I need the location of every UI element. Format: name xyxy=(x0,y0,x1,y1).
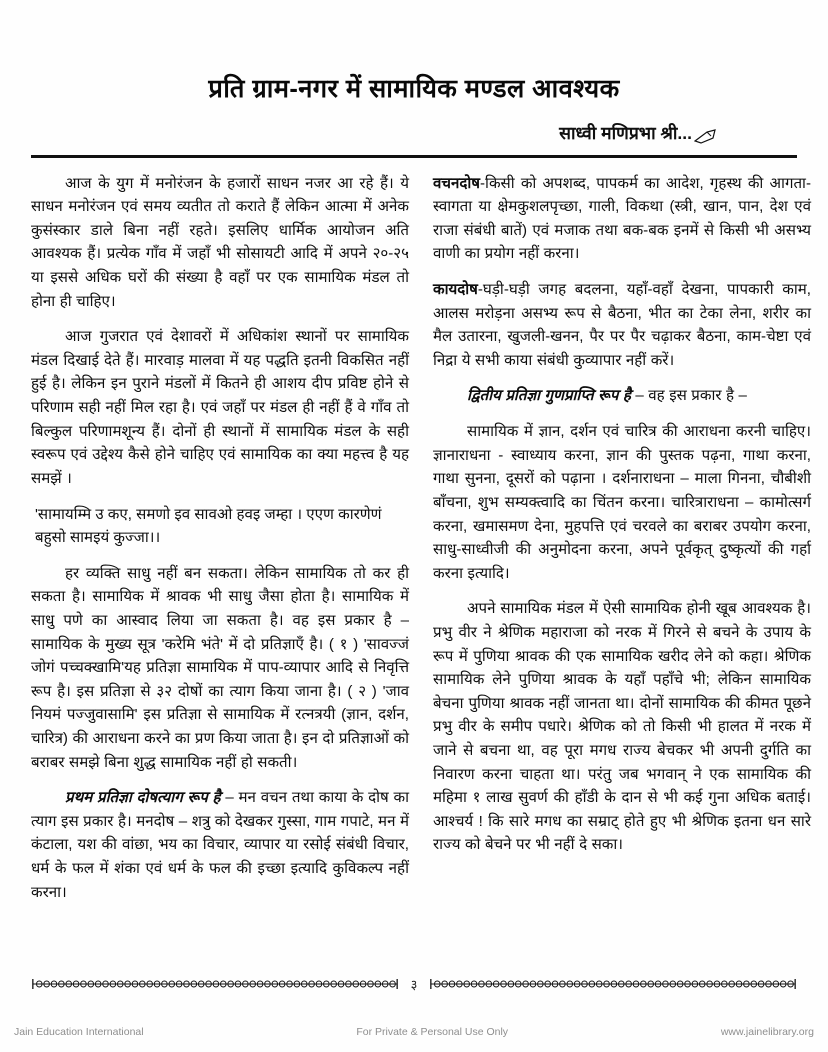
author-name: साध्वी मणिप्रभा श्री... xyxy=(559,123,692,144)
subheading-lead: द्वितीय प्रतिज्ञा गुणप्राप्ति रूप है xyxy=(467,387,631,405)
two-column-body xyxy=(31,172,811,917)
header-divider-rule xyxy=(31,155,797,158)
author-attribution xyxy=(0,121,828,145)
subheading-lead: प्रथम प्रतिज्ञा दोषत्याग रूप है xyxy=(65,789,221,807)
right-column xyxy=(433,172,811,917)
paragraph: सामायिक में ज्ञान, दर्शन एवं चारित्र की आराधना करनी चाहिए। ज्ञानाराधना - स्वाध्याय करना, ज्ञान की पुस्तक पढ़ना, गाथा करना, गाथा सुनना, दूसरों को पढ़ाना । दर्शनाराधना – माला गिनना, चौबीशी बाँचना, शुभ सम्यक्त्वादि का चिंतन करना। चारित्राराधना – कामोत्सर्ग करना, खमासमण देना, मुहपत्ति एवं चरवले का बराबर उपयोग करना, साधु-साध्वीजी की अनुमोदना करना, अपने पूर्वकृत् दुष्कृत्यों की गर्हा करना इत्यादि। xyxy=(433,423,811,582)
paragraph-text: -किसी को अपशब्द, पापकर्म का आदेश, गृहस्थ की आगता-स्वागता या क्षेमकुशलपृच्छा, गाली, विकथा (स्त्री, खान, पान, देश एवं राजा संबंधी बातें) एवं मजाक तथा बक-बक इनमें से किसी भी असभ्य वाणी का प्रयोग नहीं करना। xyxy=(433,174,811,263)
paragraph-with-italic-lead xyxy=(31,786,409,904)
ornament-left xyxy=(31,976,399,992)
footer-website-url[interactable]: www.jainelibrary.org xyxy=(720,1026,814,1038)
footer-ornament-row xyxy=(31,975,797,993)
page-number: ३ xyxy=(410,977,418,992)
pen-nib-icon xyxy=(694,128,716,143)
prakrit-verse: 'सामायम्मि उ कए, समणो इव सावओ हवइ जम्हा । एएण कारणेणं बहुसो सामइयं कुज्जा।। xyxy=(35,505,382,547)
footer-organization: Jain Education International xyxy=(14,1026,144,1038)
left-column xyxy=(31,172,409,917)
page-header xyxy=(0,0,828,158)
paragraph-with-italic-lead xyxy=(433,384,811,408)
footer-usage-notice: For Private & Personal Use Only xyxy=(356,1026,509,1038)
page-title: प्रति ग्राम-नगर में सामायिक मण्डल आवश्यक xyxy=(208,75,620,103)
paragraph: हर व्यक्ति साधु नहीं बन सकता। लेकिन सामायिक तो कर ही सकता है। सामायिक में श्रावक भी साधु जैसा होता है। सामायिक में साधु पणे का आस्वाद लिया जा सकता है। वह इस प्रकार है – सामायिक के मुख्य सूत्र 'करेमि भंते' में दो प्रतिज्ञाएँ है। ( १ ) 'सावज्जं जोगं पच्चक्खामि'यह प्रतिज्ञा सामायिक में पाप-व्यापार आदि से निवृत्ति रूप है। इस प्रतिज्ञा से ३२ दोषों का त्याग किया जाना है। ( २ ) 'जाव नियमं पज्जुवासामि' इस प्रतिज्ञा से सामायिक में रत्नत्रयी (ज्ञान, दर्शन, चारित्र) की आराधना करने का प्रण किया जाता है। इन दो प्रतिज्ञाओं को बराबर समझे बिना शुद्ध सामायिक नहीं हो सकती। xyxy=(31,564,409,771)
paragraph-text: – मन वचन तथा काया के दोष का त्याग इस प्रकार है। मनदोष – शत्रु को देखकर गुस्सा, गाम गपाटे, मन में कंटाला, यश की वांछा, भय का विचार, व्यापार या रसोई संबंधी विचार, धर्म के फल में शंका एवं धर्म के फल की इच्छा इत्यादि कुविकल्प नहीं करना। xyxy=(31,789,409,901)
paragraph: आज गुजरात एवं देशावरों में अधिकांश स्थानों पर सामायिक मंडल दिखाई देते हैं। मारवाड़ मालवा में यह पद्धति इतनी विकसित नहीं हुई है। लेकिन इन पुराने मंडलों में कितने ही आशय दीप प्रविष्ट होने से परिणाम सही नहीं मिल रहा है। एवं जहाँ पर मंडल ही नहीं हैं वे गाँव तो बिल्कुल परिणामशून्य हैं। दोनों ही स्थानों में सामायिक मंडल के सही स्वरूप एवं उद्देश्य कैसे होने चाहिए एवं सामायिक का क्या महत्त्व है यह समझें । xyxy=(31,328,409,487)
library-footer xyxy=(14,1026,814,1038)
paragraph-text: – वह इस प्रकार है – xyxy=(630,387,747,405)
paragraph-text: -घड़ी-घड़ी जगह बदलना, यहाँ-वहाँ देखना, पापकारी काम, आलस मरोड़ना असभ्य रूप से बैठना, भीत का टेका लेना, शरीर का मैल उतारना, खुजली-खनन, पैर पर पैर चढ़ाकर बैठना, काम-चेष्टा एवं निद्रा ये सभी काया संबंधी कुव्यापार नहीं करें। xyxy=(433,281,811,369)
term-label: वचनदोष xyxy=(433,174,481,192)
ornament-right xyxy=(429,976,797,992)
paragraph-with-bold-term xyxy=(433,278,811,372)
paragraph: आज के युग में मनोरंजन के हजारों साधन नजर आ रहे हैं। ये साधन मनोरंजन एवं समय व्यतीत तो कराते हैं लेकिन आत्मा में अनेक कुसंस्कार डाले बिना नहीं रहते। इसलिए धार्मिक आयोजन अति आवश्यक हैं। प्रत्येक गाँव में जहाँ भी सोसायटी आदि में अपने २०-२५ या इससे अधिक घरों की संख्या है वहाँ पर एक सामायिक मंडल तो होना ही चाहिए। xyxy=(31,174,409,310)
paragraph-with-bold-term xyxy=(433,172,811,266)
paragraph: अपने सामायिक मंडल में ऐसी सामायिक होनी खूब आवश्यक है। प्रभु वीर ने श्रेणिक महाराजा को नरक में गिरने से बचने के उपाय के रूप में पुणिया श्रावक की एक सामायिक खरीद लेने को कहा। श्रेणिक सामायिक लेने पुणिया श्रावक के यहाँ पहाँचे भी; लेकिन सामायिक बेचना पुणिया श्रावक नहीं जानता था। दोनों सामायिक की कीमत पूछने प्रभु वीर के समीप पधारे। श्रेणिक को तो किसी भी हालत में नरक में जाने से बचना था, वह पूरा मगध राज्य बेचकर भी अपनी दुर्गति का निवारण करना चाहता था। परंतु जब भगवान् ने एक सामायिक की महिमा १ लाख सुवर्ण की हाँडी के दान से भी कई गुना अधिक बताई। आश्चर्य ! कि सारे मगध का सम्राट् होते हुए भी श्रेणिक इतना धन सारे राज्य को बेचने पर भी नहीं दे सका। xyxy=(433,600,811,854)
term-label: कायदोष xyxy=(433,281,478,299)
